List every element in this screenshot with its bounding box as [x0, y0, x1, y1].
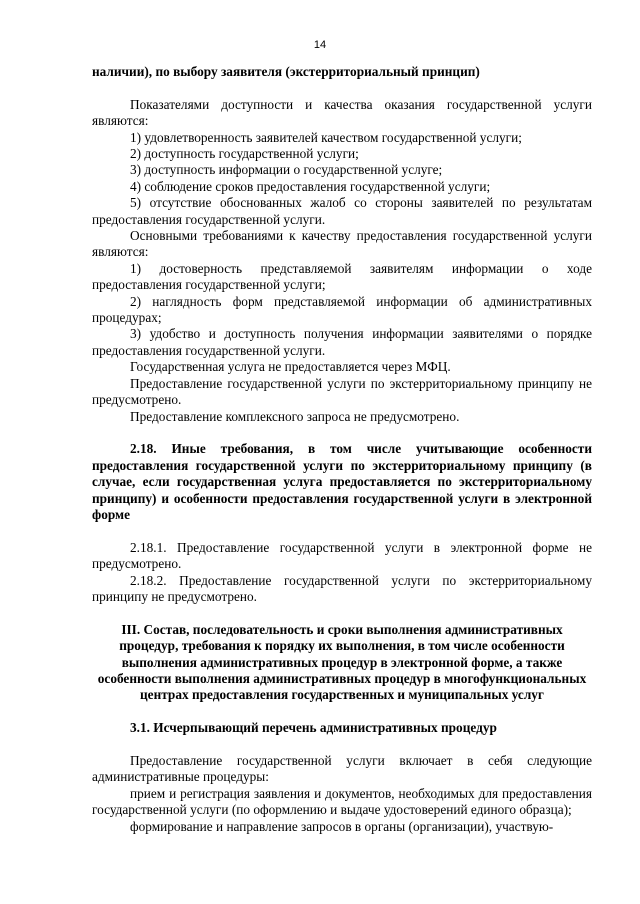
note-paragraph: Предоставление комплексного запроса не предусмотрено.	[130, 408, 460, 424]
section-2-18-heading: 2.18. Иные требования, в том числе учитывающие особенности предоставления государственной услуги по экстерриториальному принципу (в случае, если государственная услуга предоставляется по экстерриториальному принципу) и особенности предоставления государственной услуги в электронной форме	[92, 441, 592, 522]
spacer	[92, 737, 592, 753]
page-number: 14	[313, 39, 327, 51]
indicator-item: 3) доступность информации о государственной услуге;	[130, 162, 443, 178]
requirement-item: 1) достоверность представляемой заявителям информации о ходе предоставления государственной услуги;	[92, 260, 592, 293]
requirement-item: 3) удобство и доступность получения информации заявителями о порядке предоставления государственной услуги.	[92, 326, 592, 358]
spacer	[92, 80, 592, 96]
indicator-item: 2) доступность государственной услуги;	[130, 146, 359, 162]
note-paragraph: Предоставление государственной услуги по экстерриториальному принципу не предусмотрено.	[92, 375, 592, 408]
section-3-1-heading: 3.1. Исчерпывающий перечень административных процедур	[130, 720, 497, 736]
section-3-heading: III. Состав, последовательность и сроки выполнения административных процедур, требования к порядку их выполнения, в том числе особенности выполнения административных процедур в электронной форме, а также особенности выполнения административных процедур в многофункциональных центрах предоставления государственных и муниципальных услуг	[97, 621, 587, 703]
continuation-heading: наличии), по выбору заявителя (экстерриториальный принцип)	[92, 64, 480, 79]
requirements-intro: Основными требованиями к качеству предоставления государственной услуги являются:	[92, 228, 592, 260]
section-2-18-2-paragraph: 2.18.2. Предоставление государственной услуги по экстерриториальному принципу не предусмотрено.	[92, 572, 592, 604]
spacer	[92, 605, 592, 621]
indicator-item: 1) удовлетворенность заявителей качеством государственной услуги;	[130, 129, 522, 145]
indicator-item: 4) соблюдение сроков предоставления государственной услуги;	[130, 178, 491, 194]
section-2-18-1-paragraph: 2.18.1. Предоставление государственной услуги в электронной форме не предусмотрено.	[92, 539, 592, 572]
document-body	[92, 64, 592, 835]
note-paragraph: Государственная услуга не предоставляется через МФЦ.	[130, 359, 451, 375]
indicator-item: 5) отсутствие обоснованных жалоб со стороны заявителей по результатам предоставления государственной услуги.	[92, 195, 592, 227]
indicators-intro: Показателями доступности и качества оказания государственной услуги являются:	[92, 96, 592, 129]
requirement-item: 2) наглядность форм представляемой информации об административных процедурах;	[92, 293, 592, 326]
section-3-1-paragraph: формирование и направление запросов в органы (организации), участвую-	[130, 818, 554, 834]
section-3-1-paragraph: Предоставление государственной услуги включает в себя следующие административные процедуры:	[92, 752, 592, 785]
section-3-1-paragraph: прием и регистрация заявления и документов, необходимых для предоставления государственной услуги (по оформлению и выдаче удостоверений единого образца);	[92, 785, 592, 818]
spacer	[92, 425, 592, 441]
spacer	[92, 704, 592, 720]
spacer	[92, 523, 592, 539]
